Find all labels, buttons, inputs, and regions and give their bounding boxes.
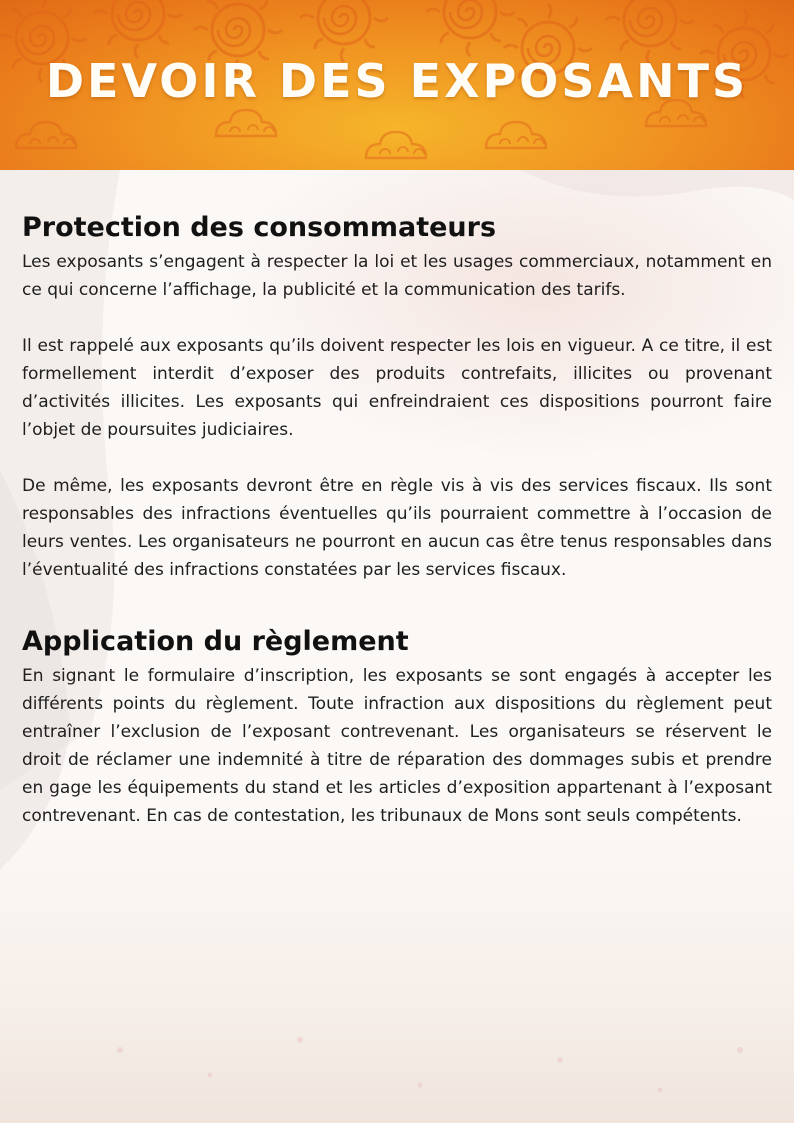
content-area	[22, 210, 772, 830]
page-title: DEVOIR DES EXPOSANTS	[45, 54, 749, 108]
cloud-swirl-icon	[16, 100, 706, 158]
section-title: Application du règlement	[22, 626, 409, 657]
section-title: Protection des consommateurs	[22, 212, 497, 243]
paragraph: Les exposants s’engagent à respecter la loi et les usages commerciaux, notamment en ce qui concerne l’affichage, la publicité et la communication des tarifs.	[22, 252, 772, 300]
section-protection-consommateurs	[22, 210, 772, 584]
paragraph: En signant le formulaire d’inscription, les exposants se sont engagés à accepter les différents points du règlement. Toute infraction aux dispositions du règlement peut entraîner l’exclusion de l’exposant contrevenant. Les organisateurs se réservent le droit de réclamer une indemnité à titre de réparation des dommages subis et prendre en gage les équipements du stand et les articles d’exposition appartenant à l’exposant contrevenant. En cas de contestation, les tribunaux de Mons sont seuls compétents.	[22, 666, 772, 826]
header-banner	[0, 0, 794, 170]
paragraph: Il est rappelé aux exposants qu’ils doivent respecter les lois en vigueur. A ce titre, il est formellement interdit d’exposer des produits contrefaits, illicites ou provenant d’activités illicites. Les exposants qui enfreindraient ces dispositions pourront faire l’objet de poursuites judiciaires.	[22, 336, 772, 440]
paragraph: De même, les exposants devront être en règle vis à vis des services fiscaux. Ils sont responsables des infractions éventuelles qu’ils pourraient commettre à l’occasion de leurs ventes. Les organisateurs ne pourront en aucun cas être tenus responsables dans l’éventualité des infractions constatées par les services fiscaux.	[22, 476, 772, 580]
section-application-reglement	[22, 624, 772, 830]
